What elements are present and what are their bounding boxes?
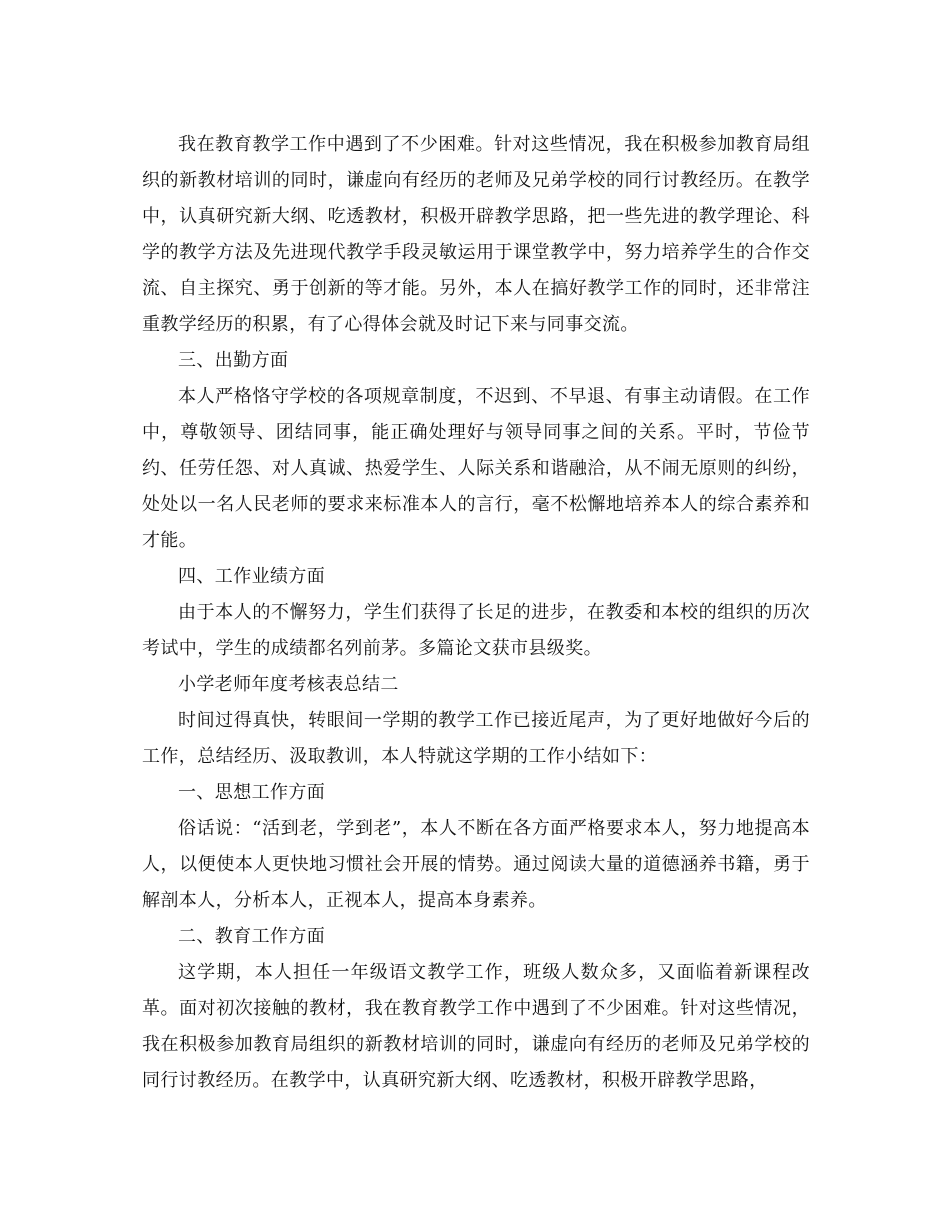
paragraph-attendance: 本人严格恪守学校的各项规章制度，不迟到、不早退、有事主动请假。在工作中，尊敬领导、团结同事，能正确处理好与领导同事之间的关系。平时，节俭节约、任劳任怨、对人真诚、热爱学生、人际关系和谐融洽，从不闹无原则的纠纷，处处以一名人民老师的要求来标准本人的言行，毫不松懈地培养本人的综合素养和才能。 [142, 386, 810, 551]
section-heading-ideology: 一、思想工作方面 [178, 782, 326, 803]
paragraph-performance: 由于本人的不懈努力，学生们获得了长足的进步，在教委和本校的组织的历次考试中，学生的成绩都名列前茅。多篇论文获市县级奖。 [142, 602, 810, 659]
section-heading-performance: 四、工作业绩方面 [178, 566, 326, 587]
section-heading-education: 二、教育工作方面 [178, 926, 326, 947]
paragraph-ideology: 俗话说：“活到老，学到老”，本人不断在各方面严格要求本人，努力地提高本人，以便使本人更快地习惯社会开展的情势。通过阅读大量的道德涵养书籍，勇于解剖本人，分析本人，正视本人，提高本身素养。 [142, 818, 810, 911]
document-body [142, 127, 810, 1099]
section-heading-attendance: 三、出勤方面 [178, 350, 289, 371]
paragraph-summary-intro: 时间过得真快，转眼间一学期的教学工作已接近尾声，为了更好地做好今后的工作，总结经历、汲取教训，本人特就这学期的工作小结如下： [142, 710, 810, 767]
paragraph-teaching-difficulties: 我在教育教学工作中遇到了不少困难。针对这些情况，我在积极参加教育局组织的新教材培训的同时，谦虚向有经历的老师及兄弟学校的同行讨教经历。在教学中，认真研究新大纲、吃透教材，积极开辟教学思路，把一些先进的教学理论、科学的教学方法及先进现代教学手段灵敏运用于课堂教学中，努力培养学生的合作交流、自主探究、勇于创新的等才能。另外，本人在搞好教学工作的同时，还非常注重教学经历的积累，有了心得体会就及时记下来与同事交流。 [142, 134, 810, 335]
section-title-summary-two: 小学老师年度考核表总结二 [178, 674, 399, 695]
paragraph-education: 这学期，本人担任一年级语文教学工作，班级人数众多，又面临着新课程改革。面对初次接触的教材，我在教育教学工作中遇到了不少困难。针对这些情况，我在积极参加教育局组织的新教材培训的同时，谦虚向有经历的老师及兄弟学校的同行讨教经历。在教学中，认真研究新大纲、吃透教材，积极开辟教学思路， [142, 962, 810, 1091]
